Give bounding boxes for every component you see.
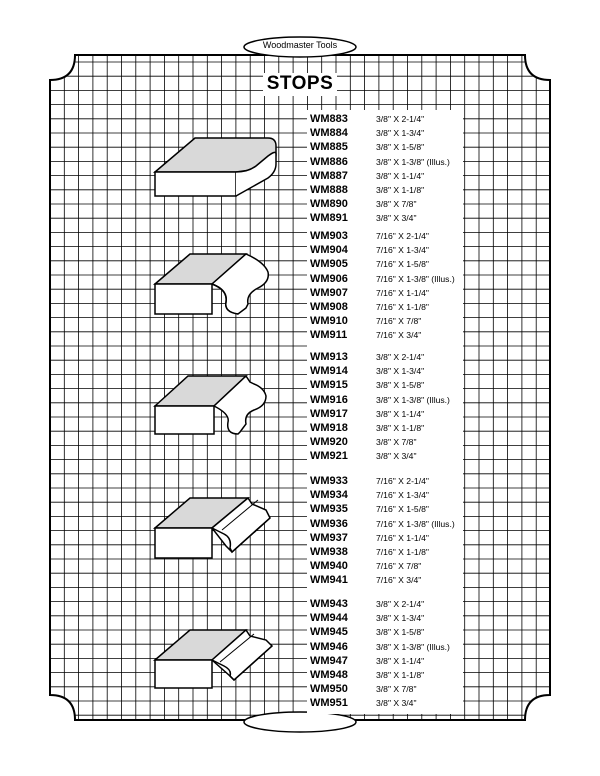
item-size: 3/8" X 3/4"	[376, 698, 417, 709]
item-size: 7/16" X 3/4"	[376, 330, 422, 341]
item-size: 7/16" X 7/8"	[376, 316, 422, 327]
item-size: 7/16" X 1-1/4"	[376, 287, 429, 298]
item-code: WM934	[310, 489, 348, 502]
moulding-illustration-4	[150, 492, 280, 564]
item-code: WM948	[310, 669, 348, 681]
moulding-illustration-5	[150, 624, 280, 694]
item-size: 3/8" X 3/4"	[376, 451, 417, 462]
item-size: 7/16" X 1-1/8"	[376, 302, 429, 312]
item-size: 3/8" X 7/8"	[376, 684, 417, 695]
item-code: WM917	[310, 407, 348, 420]
item-size: 3/8" X 1-3/4"	[376, 366, 425, 377]
item-code: WM906	[310, 272, 348, 285]
item-size: 3/8" X 2-1/4"	[376, 352, 425, 362]
item-size: 3/8" X 2-1/4"	[376, 599, 425, 609]
item-size: 3/8" X 1-1/8"	[376, 423, 425, 433]
item-size: 3/8" X 1-3/8" (Illus.)	[376, 394, 450, 405]
item-code: WM913	[310, 351, 348, 363]
item-code: WM950	[310, 683, 348, 696]
item-size: 3/8" X 7/8"	[376, 199, 417, 210]
item-code: WM951	[310, 697, 348, 710]
item-code: WM941	[310, 574, 348, 587]
item-code: WM916	[310, 393, 348, 406]
item-size: 3/8" X 1-1/8"	[376, 670, 425, 680]
item-size: 7/16" X 1-1/8"	[376, 547, 429, 557]
item-code: WM918	[310, 422, 348, 434]
item-code: WM905	[310, 258, 348, 271]
item-code: WM938	[310, 546, 348, 558]
item-code: WM915	[310, 379, 348, 392]
item-code: WM944	[310, 612, 348, 625]
page-title: STOPS	[0, 73, 600, 95]
item-code: WM890	[310, 198, 348, 211]
item-size: 3/8" X 3/4"	[376, 213, 417, 224]
item-code: WM911	[310, 329, 348, 342]
item-code: WM910	[310, 315, 348, 328]
item-size: 7/16" X 1-1/4"	[376, 532, 429, 543]
brand-label: Woodmaster Tools	[262, 40, 338, 50]
item-code: WM885	[310, 141, 348, 154]
footer-oval	[244, 712, 356, 732]
item-code: WM891	[310, 212, 348, 225]
item-size: 7/16" X 2-1/4"	[376, 476, 429, 486]
moulding-illustration-2	[150, 248, 280, 320]
moulding-illustration-3	[150, 370, 280, 440]
item-size: 3/8" X 1-1/4"	[376, 170, 425, 181]
moulding-illustration-1	[150, 132, 280, 202]
item-size: 3/8" X 1-3/8" (Illus.)	[376, 156, 450, 167]
item-size: 3/8" X 7/8"	[376, 437, 417, 448]
item-size: 3/8" X 1-5/8"	[376, 627, 425, 638]
item-code: WM887	[310, 169, 348, 182]
item-code: WM937	[310, 531, 348, 544]
item-size: 3/8" X 2-1/4"	[376, 114, 425, 124]
item-size: 7/16" X 1-5/8"	[376, 259, 429, 270]
item-size: 3/8" X 1-5/8"	[376, 380, 425, 391]
item-size: 7/16" X 1-3/4"	[376, 245, 429, 256]
item-code: WM883	[310, 113, 348, 125]
item-size: 7/16" X 2-1/4"	[376, 231, 429, 241]
item-code: WM935	[310, 503, 348, 516]
item-code: WM908	[310, 301, 348, 313]
item-code: WM914	[310, 365, 348, 378]
item-size: 3/8" X 1-3/8" (Illus.)	[376, 641, 450, 652]
item-size: 7/16" X 1-3/4"	[376, 490, 429, 501]
item-code: WM947	[310, 654, 348, 667]
item-code: WM888	[310, 184, 348, 196]
item-code: WM886	[310, 155, 348, 168]
item-size: 3/8" X 1-1/4"	[376, 655, 425, 666]
item-code: WM921	[310, 450, 348, 463]
item-code: WM940	[310, 560, 348, 573]
item-code: WM904	[310, 244, 348, 257]
item-code: WM884	[310, 127, 348, 140]
item-size: 3/8" X 1-3/4"	[376, 128, 425, 139]
item-size: 7/16" X 1-3/8" (Illus.)	[376, 273, 455, 284]
item-size: 7/16" X 1-5/8"	[376, 504, 429, 515]
item-code: WM907	[310, 286, 348, 299]
item-size: 3/8" X 1-1/4"	[376, 408, 425, 419]
item-size: 7/16" X 3/4"	[376, 575, 422, 586]
item-size: 7/16" X 7/8"	[376, 561, 422, 572]
item-size: 3/8" X 1-1/8"	[376, 185, 425, 195]
item-code: WM920	[310, 436, 348, 449]
item-code: WM945	[310, 626, 348, 639]
item-code: WM946	[310, 640, 348, 653]
item-code: WM903	[310, 230, 348, 242]
item-size: 7/16" X 1-3/8" (Illus.)	[376, 518, 455, 529]
item-code: WM933	[310, 475, 348, 487]
item-size: 3/8" X 1-5/8"	[376, 142, 425, 153]
item-code: WM943	[310, 598, 348, 610]
item-size: 3/8" X 1-3/4"	[376, 613, 425, 624]
item-code: WM936	[310, 517, 348, 530]
